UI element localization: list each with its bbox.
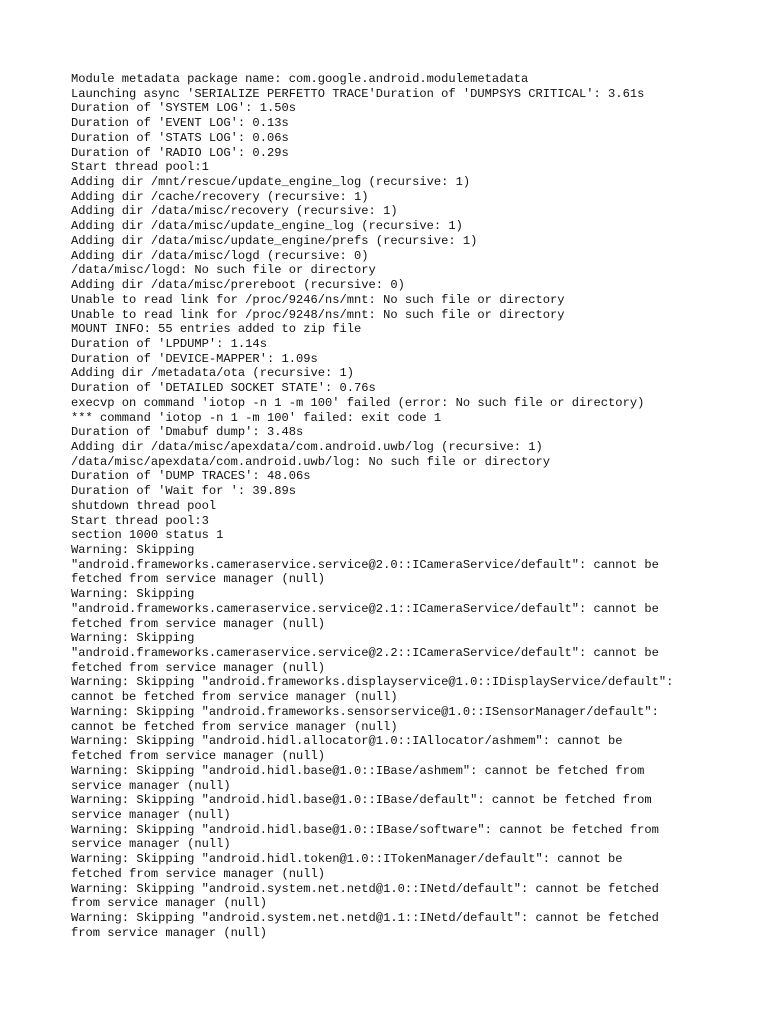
log-line: Warning: Skipping (71, 543, 195, 557)
log-line: MOUNT INFO: 55 entries added to zip file (71, 322, 362, 337)
log-document (71, 72, 741, 940)
log-line: Unable to read link for /proc/9246/ns/mnt: No such file or directory (71, 292, 565, 307)
log-line: Start thread pool:3 (71, 513, 209, 528)
log-line: *** command 'iotop -n 1 -m 100' failed: exit code 1 (71, 410, 442, 425)
log-line: fetched from service manager (null) (71, 749, 326, 764)
log-line: Adding dir /mnt/rescue/update_engine_log (recursive: 1) (71, 175, 471, 190)
log-line: Warning: Skipping "android.hidl.base@1.0::IBase/default": cannot be fetched from (71, 793, 652, 808)
log-line: service manager (null) (71, 807, 231, 822)
log-line: Adding dir /data/misc/apexdata/com.android.uwb/log (recursive: 1) (71, 439, 543, 454)
log-line: Warning: Skipping (71, 587, 195, 602)
log-line: Duration of 'DEVICE-MAPPER': 1.09s (71, 351, 318, 366)
log-line: Duration of 'DUMP TRACES': 48.06s (71, 469, 311, 484)
log-line: Duration of 'DETAILED SOCKET STATE': 0.76s (71, 381, 376, 396)
log-line: Start thread pool:1 (71, 160, 209, 175)
log-line: service manager (null) (71, 778, 231, 793)
log-line: Adding dir /cache/recovery (recursive: 1) (71, 189, 369, 204)
log-line: Warning: Skipping (71, 631, 195, 646)
log-line: Adding dir /data/misc/logd (recursive: 0) (71, 248, 369, 263)
log-line: section 1000 status 1 (71, 528, 224, 543)
log-line: Duration of 'EVENT LOG': 0.13s (71, 116, 289, 131)
log-line: Duration of 'Dmabuf dump': 3.48s (71, 425, 304, 440)
log-line: fetched from service manager (null) (71, 616, 326, 631)
log-line: Duration of 'RADIO LOG': 0.29s (71, 145, 289, 160)
log-line: fetched from service manager (null) (71, 866, 326, 881)
log-line: shutdown thread pool (71, 498, 217, 513)
log-line: Warning: Skipping "android.frameworks.sensorservice@1.0::ISensorManager/default": (71, 704, 659, 719)
log-line: Duration of 'STATS LOG': 0.06s (71, 130, 289, 145)
log-line: Duration of 'SYSTEM LOG': 1.50s (71, 101, 296, 116)
log-line: Adding dir /data/misc/prereboot (recursive: 0) (71, 278, 405, 293)
log-line: Warning: Skipping "android.hidl.token@1.0::ITokenManager/default": cannot be (71, 852, 623, 867)
log-line: execvp on command 'iotop -n 1 -m 100' failed (error: No such file or directory) (71, 395, 645, 410)
log-line: Launching async 'SERIALIZE PERFETTO TRACE'Duration of 'DUMPSYS CRITICAL': 3.61s (71, 86, 645, 101)
log-line: Adding dir /data/misc/update_engine_log (recursive: 1) (71, 219, 463, 234)
log-line: Adding dir /data/misc/update_engine/prefs (recursive: 1) (71, 233, 478, 248)
log-line: cannot be fetched from service manager (null) (71, 719, 398, 734)
log-line: Warning: Skipping "android.hidl.base@1.0::IBase/ashmem": cannot be fetched from (71, 763, 645, 778)
log-line: service manager (null) (71, 837, 231, 852)
log-line: /data/misc/apexdata/com.android.uwb/log: No such file or directory (71, 454, 550, 469)
log-line: from service manager (null) (71, 925, 267, 940)
log-line: cannot be fetched from service manager (null) (71, 690, 398, 705)
log-line: Warning: Skipping "android.hidl.base@1.0::IBase/software": cannot be fetched from (71, 822, 659, 837)
log-line: Module metadata package name: com.google.android.modulemetadata (71, 72, 529, 86)
log-line: from service manager (null) (71, 896, 267, 911)
log-line: Warning: Skipping "android.system.net.netd@1.1::INetd/default": cannot be fetched (71, 910, 659, 925)
log-line: Warning: Skipping "android.system.net.netd@1.0::INetd/default": cannot be fetched (71, 881, 659, 896)
log-line: fetched from service manager (null) (71, 660, 326, 675)
log-line: Warning: Skipping "android.frameworks.displayservice@1.0::IDisplayService/default": (71, 675, 674, 690)
log-line: Duration of 'LPDUMP': 1.14s (71, 336, 267, 351)
log-line: /data/misc/logd: No such file or directory (71, 263, 376, 278)
log-line: Adding dir /metadata/ota (recursive: 1) (71, 366, 355, 381)
log-line: "android.frameworks.cameraservice.service@2.1::ICameraService/default": cannot be (71, 601, 659, 616)
log-line: Adding dir /data/misc/recovery (recursive: 1) (71, 204, 398, 219)
log-line: "android.frameworks.cameraservice.service@2.2::ICameraService/default": cannot be (71, 646, 659, 661)
log-line: Warning: Skipping "android.hidl.allocator@1.0::IAllocator/ashmem": cannot be (71, 734, 623, 749)
log-line: "android.frameworks.cameraservice.service@2.0::ICameraService/default": cannot be (71, 557, 659, 572)
log-line: Unable to read link for /proc/9248/ns/mnt: No such file or directory (71, 307, 565, 322)
log-line: fetched from service manager (null) (71, 572, 326, 587)
log-line: Duration of 'Wait for ': 39.89s (71, 484, 296, 499)
